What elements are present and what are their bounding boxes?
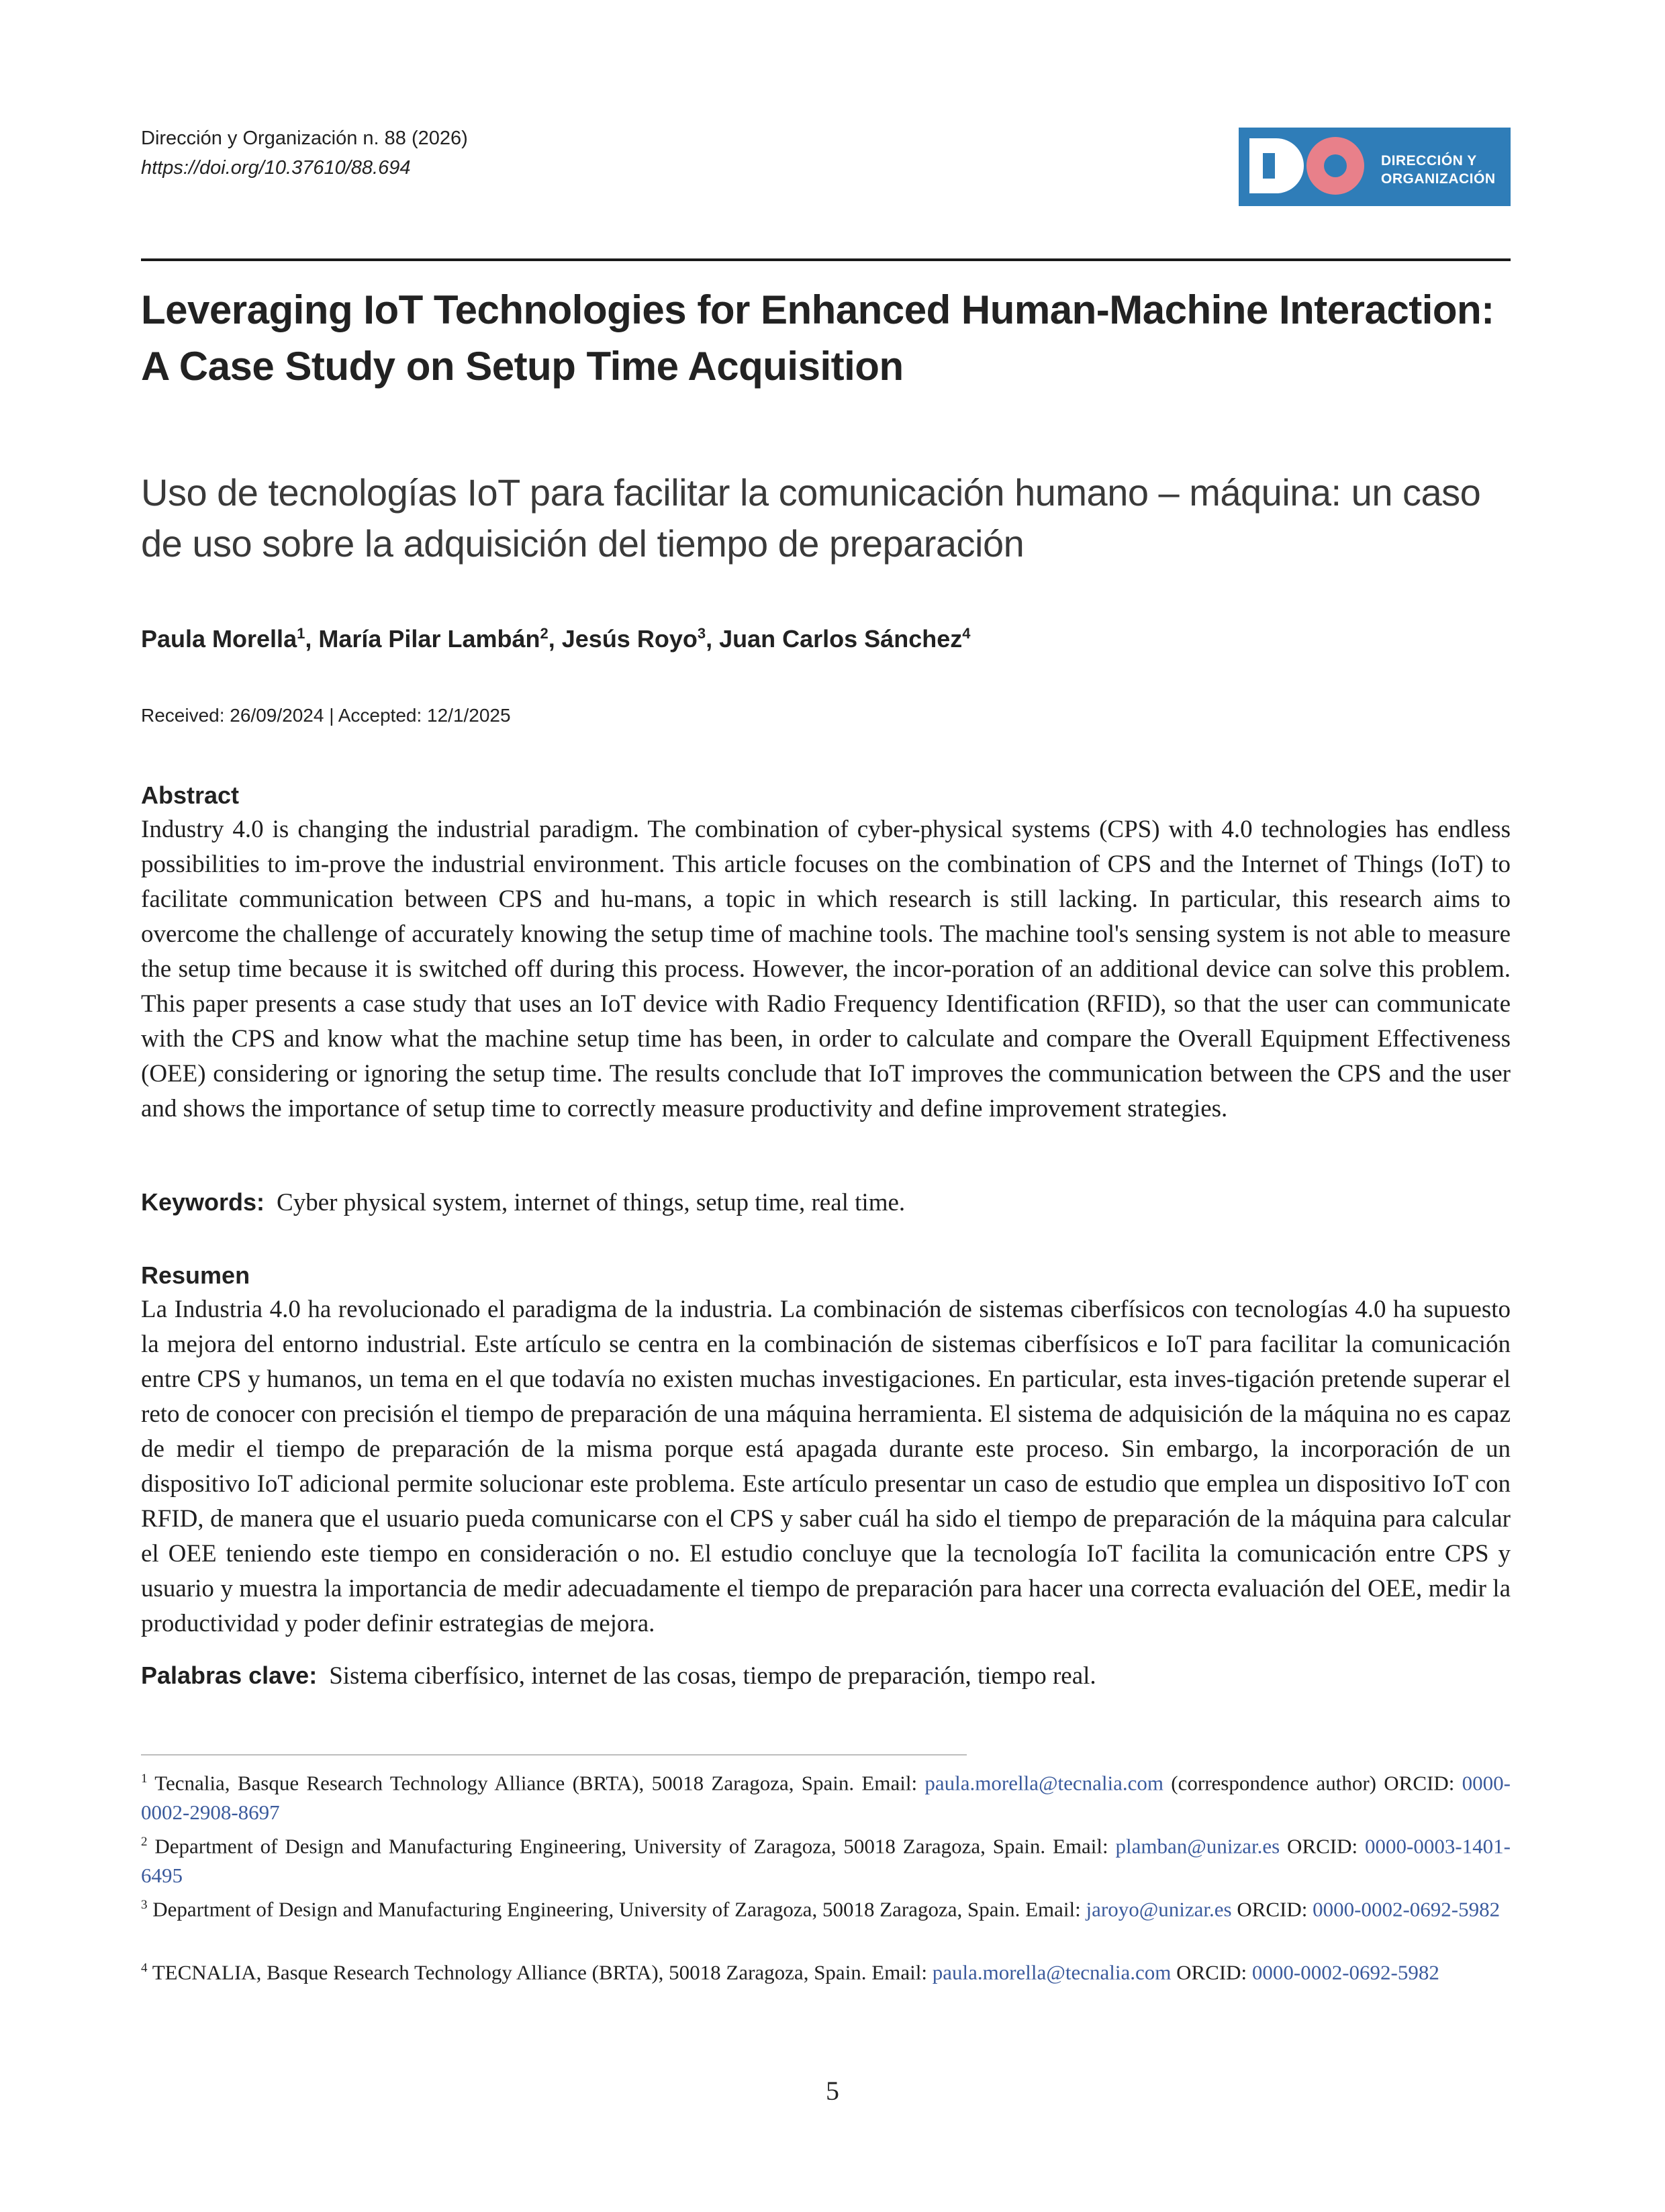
author: Jesús Royo$^3$,	[561, 625, 720, 653]
palabras-clave-label: Palabras clave:	[141, 1662, 318, 1689]
author: Paula Morella$^1$,	[141, 625, 319, 653]
journal-info	[141, 124, 468, 183]
resumen-heading: Resumen	[141, 1261, 250, 1289]
orcid-link[interactable]: 0000-0003-1401-6495	[141, 1834, 1511, 1888]
keywords	[141, 1185, 1511, 1220]
paper-title: Leveraging IoT Technologies for Enhanced Human-Machine Interaction: A Case Study on Setup Time Acquisition	[141, 287, 1494, 389]
email-link[interactable]: jaroyo@unizar.es	[1086, 1897, 1232, 1921]
keywords-label: Keywords:	[141, 1188, 265, 1216]
header-divider	[141, 258, 1511, 261]
footnote-divider	[141, 1754, 967, 1756]
abstract-text: Industry 4.0 is changing the industrial paradigm. The combination of cyber-physical systems (CPS) with 4.0 technologies has endless possibilities to im-prove the industrial environment. This article focuses on the combination of CPS and the Internet of Things (IoT) to facilitate communication between CPS and hu-mans, a topic in which research is still lacking. In particular, this research aims to overcome the challenge of accurately knowing the setup time of machine tools. The machine tool's sensing system is not able to measure the setup time because it is switched off during this process. However, the incor-poration of an additional device can solve this problem. This paper presents a case study that uses an IoT device with Radio Frequency Identification (RFID), so that the user can communicate with the CPS and know what the machine setup time has been, in order to calculate and compare the Overall Equipment Effectiveness (OEE) considering or ignoring the setup time. The results conclude that IoT improves the communication between the CPS and the user and shows the importance of setup time to correctly measure productivity and define improvement strategies.	[141, 816, 1511, 1122]
email-link[interactable]: plamban@unizar.es	[1115, 1834, 1280, 1858]
footnote-1: $^1$ Tecnalia, Basque Research Technology Alliance (BRTA), 50018 Zaragoza, Spain. Email: paula.morella@tecnalia.com (correspondence author) ORCID: 0000-0002-2908-8697	[141, 1771, 1511, 1825]
author: María Pilar Lambán$^2$,	[318, 625, 562, 653]
palabras-clave	[141, 1658, 1511, 1694]
page-number: 5	[826, 2076, 839, 2106]
footnote-3: $^3$ Department of Design and Manufacturing Engineering, University of Zaragoza, 50018 Zaragoza, Spain. Email: jaroyo@unizar.es ORCID: 0000-0002-0692-5982	[141, 1897, 1501, 1921]
footnote-2: $^2$ Department of Design and Manufacturing Engineering, University of Zaragoza, 50018 Zaragoza, Spain. Email: plamban@unizar.es ORCID: 0000-0003-1401-6495	[141, 1834, 1511, 1888]
journal-issue: Dirección y Organización n. 88 (2026)	[141, 128, 468, 149]
do-logo-icon	[1247, 134, 1374, 199]
palabras-clave-text: Sistema ciberfísico, internet de las cosas, tiempo de preparación, tiempo real.	[329, 1662, 1096, 1690]
keywords-text: Cyber physical system, internet of things, setup time, real time.	[277, 1189, 906, 1216]
logo-wordmark: DIRECCIÓN Y ORGANIZACIÓN	[1381, 153, 1496, 187]
author: Juan Carlos Sánchez$^4$	[719, 625, 971, 653]
orcid-link[interactable]: 0000-0002-0692-5982	[1251, 1960, 1439, 1984]
journal-logo	[1239, 128, 1511, 206]
paper-subtitle: Uso de tecnologías IoT para facilitar la comunicación humano – máquina: un caso de uso sobre la adquisición del tiempo de preparación	[141, 471, 1481, 565]
author-list	[141, 616, 1511, 657]
footnote-4: $^4$ TECNALIA, Basque Research Technology Alliance (BRTA), 50018 Zaragoza, Spain. Email: paula.morella@tecnalia.com ORCID: 0000-0002-0692-5982	[141, 1960, 1439, 1984]
abstract-heading: Abstract	[141, 781, 240, 809]
orcid-link[interactable]: 0000-0002-2908-8697	[141, 1771, 1511, 1825]
resumen-text: La Industria 4.0 ha revolucionado el paradigma de la industria. La combinación de sistemas ciberfísicos con tecnologías 4.0 ha supuesto la mejora del entorno industrial. Este artículo se centra en la combinación de sistemas ciberfísicos e IoT para facilitar la comunicación entre CPS y humanos, un tema en el que todavía no existen muchas investigaciones. En particular, esta inves-tigación pretende superar el reto de conocer con precisión el tiempo de preparación de una máquina herramienta. El sistema de adquisición de la máquina no es capaz de medir el tiempo de preparación de la misma porque está apagada durante este proceso. Sin embargo, la incorporación de un dispositivo IoT adicional permite solucionar este problema. Este artículo presentar un caso de estudio que emplea un dispositivo IoT con RFID, de manera que el usuario pueda comunicarse con el CPS y saber cuál ha sido el tiempo de preparación de la máquina para calcular el OEE teniendo este tiempo en consideración o no. El estudio concluye que la tecnología IoT facilita la comunicación entre CPS y usuario y muestra la importancia de medir adecuadamente el tiempo de preparación para hacer una correcta evaluación del OEE, medir la productividad y poder definir estrategias de mejora.	[141, 1296, 1511, 1637]
email-link[interactable]: paula.morella@tecnalia.com	[924, 1771, 1163, 1795]
orcid-link[interactable]: 0000-0002-0692-5982	[1313, 1897, 1501, 1921]
email-link[interactable]: paula.morella@tecnalia.com	[932, 1960, 1172, 1984]
doi-link[interactable]: https://doi.org/10.37610/88.694	[141, 157, 411, 179]
received-accepted-dates: Received: 26/09/2024 | Accepted: 12/1/2025	[141, 705, 511, 726]
